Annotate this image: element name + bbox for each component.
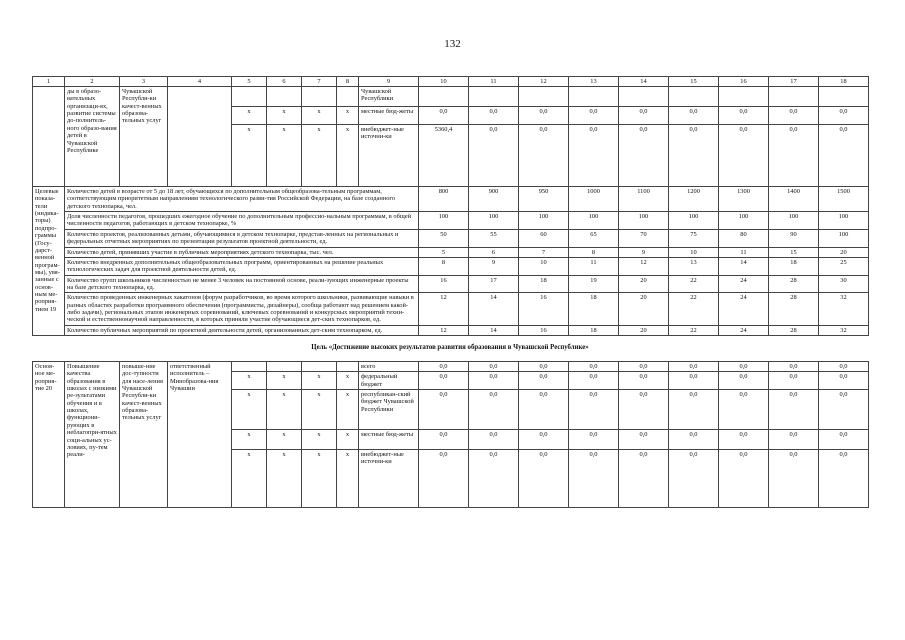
value-cell: 0,0 [719, 361, 769, 371]
indicator-value: 950 [519, 187, 569, 212]
funding-source: внебюджет-ные источни-ки [359, 125, 419, 187]
indicator-value: 6 [469, 247, 519, 257]
value-cell: 0,0 [819, 361, 869, 371]
page-number: 132 [444, 38, 461, 50]
column-number: 12 [519, 77, 569, 87]
value-cell: 0,0 [669, 390, 719, 430]
value-cell: 0,0 [769, 125, 819, 187]
indicator-text: Количество внедренных дополнительных общеобразовательных программ, ориентированных на решение реальных технологических задач для проектной деятельности детей, ед. [65, 257, 419, 275]
indicator-value: 75 [669, 229, 719, 247]
mark-cell: x [267, 372, 302, 390]
value-cell: 0,0 [669, 107, 719, 125]
mark-cell: x [267, 430, 302, 450]
mark-cell [267, 87, 302, 107]
indicator-value: 22 [669, 325, 719, 335]
indicator-value: 900 [469, 187, 519, 212]
indicator-text: Количество детей в возрасте от 5 до 18 лет, обучающихся по дополнительным общеобразова-тельным программам, соответствующим приоритетным направлениям технологического разви-тия Российской Федерации, на базе созданного детского технопарка, чел. [65, 187, 419, 212]
mark-cell: x [302, 390, 337, 430]
value-cell: 0,0 [469, 361, 519, 371]
value-cell: 0,0 [769, 450, 819, 508]
value-cell: 0,0 [669, 372, 719, 390]
value-cell: 0,0 [669, 361, 719, 371]
indicator-value: 32 [819, 325, 869, 335]
value-cell: 0,0 [719, 107, 769, 125]
mark-cell [337, 361, 359, 371]
value-cell: 0,0 [719, 390, 769, 430]
goal-title: Цель «Достижение высоких результатов развития образования в Чувашской Республике» [311, 344, 589, 352]
mark-cell: x [232, 107, 267, 125]
mark-cell: x [337, 430, 359, 450]
indicator-value: 100 [769, 212, 819, 230]
indicator-value: 32 [819, 293, 869, 325]
indicator-value: 12 [419, 325, 469, 335]
measure-goal-cell: повыше-ние дос-тупности для насе-ления Чувашской Республи-ки качест-венных образова-тельных услуг [120, 361, 168, 507]
indicator-value: 8 [419, 257, 469, 275]
column-number: 13 [569, 77, 619, 87]
indicator-value: 24 [719, 293, 769, 325]
value-cell: 0,0 [419, 372, 469, 390]
value-cell [719, 87, 769, 107]
value-cell: 0,0 [519, 450, 569, 508]
value-cell: 0,0 [519, 361, 569, 371]
indicator-row [33, 293, 869, 325]
value-cell: 0,0 [519, 430, 569, 450]
value-cell [819, 87, 869, 107]
indicator-row [33, 247, 869, 257]
indicator-value: 100 [619, 212, 669, 230]
indicator-value: 100 [819, 212, 869, 230]
indicator-value: 17 [469, 275, 519, 293]
column-number: 18 [819, 77, 869, 87]
indicator-value: 65 [569, 229, 619, 247]
indicator-value: 14 [469, 325, 519, 335]
value-cell: 0,0 [619, 107, 669, 125]
value-cell: 0,0 [619, 125, 669, 187]
value-cell: 0,0 [569, 430, 619, 450]
indicator-value: 24 [719, 275, 769, 293]
value-cell: 0,0 [469, 107, 519, 125]
indicator-row [33, 212, 869, 230]
funding-source: местные бюд-жеты [359, 430, 419, 450]
mark-cell: x [337, 125, 359, 187]
indicator-value: 20 [619, 275, 669, 293]
funding-source: Чувашской Республики [359, 87, 419, 107]
indicator-row [33, 257, 869, 275]
mark-cell [232, 87, 267, 107]
indicator-text: Количество проведенных инженерных хакатонов (форум разработчиков, во время которого школьники, развивающие навыки в разных областях разработки программного обеспечения (программисты, дизайнеры), сообща работают над решением какой-либо задачи), региональных этапов инженерных соревнований, ключевых соревнований и конкурсных мероприятий техни-ческой и естественнонаучной направленности, в которых приняли участие обучающиеся дет-ских технопарков, ед. [65, 293, 419, 325]
funding-source: всего [359, 361, 419, 371]
column-number: 14 [619, 77, 669, 87]
value-cell [669, 87, 719, 107]
value-cell: 0,0 [619, 372, 669, 390]
value-cell: 0,0 [719, 450, 769, 508]
indicator-row [33, 187, 869, 212]
executor-cell: ответственный исполнитель – Минобразова-ния Чувашии [168, 361, 232, 507]
funding-source: местные бюд-жеты [359, 107, 419, 125]
indicator-value: 60 [519, 229, 569, 247]
indicator-value: 20 [819, 247, 869, 257]
table-part-2 [32, 361, 869, 508]
value-cell: 0,0 [619, 390, 669, 430]
indicator-value: 24 [719, 325, 769, 335]
indicator-value: 90 [769, 229, 819, 247]
indicator-value: 100 [669, 212, 719, 230]
indicator-text: Количество детей, принявших участие в публичных мероприятиях детского технопарка, тыс. чел. [65, 247, 419, 257]
mark-cell: x [267, 125, 302, 187]
indicator-value: 1000 [569, 187, 619, 212]
value-cell: 0,0 [719, 430, 769, 450]
mark-cell: x [232, 125, 267, 187]
mark-cell: x [232, 372, 267, 390]
indicator-value: 80 [719, 229, 769, 247]
value-cell [769, 87, 819, 107]
indicator-text: Количество групп школьников численностью не менее 3 человек на постоянной основе, реали-зующих инженерные проекты на базе детского технопарка, ед. [65, 275, 419, 293]
indicator-value: 12 [419, 293, 469, 325]
measure-name-cell: ды в образо-вательных организаци-ях, развитие системы до-полнитель-ного образо-вания детей в Чувашской Республике [65, 87, 120, 187]
value-cell: 0,0 [819, 125, 869, 187]
value-cell: 0,0 [469, 125, 519, 187]
value-cell: 0,0 [469, 430, 519, 450]
value-cell: 0,0 [769, 372, 819, 390]
mark-cell: x [337, 372, 359, 390]
indicator-value: 1400 [769, 187, 819, 212]
indicator-value: 25 [819, 257, 869, 275]
indicator-value: 100 [819, 229, 869, 247]
mark-cell [302, 361, 337, 371]
value-cell: 0,0 [519, 372, 569, 390]
value-cell: 0,0 [569, 125, 619, 187]
indicator-value: 9 [619, 247, 669, 257]
mark-cell: x [337, 107, 359, 125]
column-number: 16 [719, 77, 769, 87]
indicator-value: 14 [469, 293, 519, 325]
indicator-value: 800 [419, 187, 469, 212]
column-number: 6 [267, 77, 302, 87]
measure-goal-cell: Чувашской Республи-ки качест-венных образова-тельных услуг [120, 87, 168, 187]
indicator-value: 100 [719, 212, 769, 230]
value-cell: 0,0 [419, 361, 469, 371]
column-number: 10 [419, 77, 469, 87]
indicator-text: Доля численности педагогов, прошедших ежегодное обучение по дополнительным профессио-нальным программам, в общей численности педагогов, работающих в детском технопарке, % [65, 212, 419, 230]
value-cell: 0,0 [769, 390, 819, 430]
column-number: 1 [33, 77, 65, 87]
mark-cell: x [302, 107, 337, 125]
indicator-value: 11 [569, 257, 619, 275]
value-cell: 0,0 [819, 450, 869, 508]
indicator-value: 1500 [819, 187, 869, 212]
mark-cell: x [302, 372, 337, 390]
value-cell: 0,0 [419, 450, 469, 508]
indicator-value: 55 [469, 229, 519, 247]
value-cell: 0,0 [719, 125, 769, 187]
indicator-value: 7 [519, 247, 569, 257]
indicator-value: 18 [519, 275, 569, 293]
column-number-row [33, 77, 869, 87]
indicator-row [33, 229, 869, 247]
value-cell: 0,0 [619, 450, 669, 508]
indicator-value: 5 [419, 247, 469, 257]
funding-source: федеральный бюджет [359, 372, 419, 390]
column-number: 2 [65, 77, 120, 87]
column-number: 15 [669, 77, 719, 87]
value-cell: 0,0 [619, 430, 669, 450]
column-number: 7 [302, 77, 337, 87]
value-cell: 0,0 [419, 430, 469, 450]
value-cell [519, 87, 569, 107]
mark-cell: x [302, 450, 337, 508]
mark-cell: x [232, 430, 267, 450]
value-cell: 0,0 [719, 372, 769, 390]
value-cell: 0,0 [769, 361, 819, 371]
column-number: 8 [337, 77, 359, 87]
indicator-value: 22 [669, 275, 719, 293]
indicator-value: 14 [719, 257, 769, 275]
value-cell: 0,0 [569, 361, 619, 371]
indicator-value: 10 [519, 257, 569, 275]
indicator-value: 70 [619, 229, 669, 247]
indicator-value: 18 [769, 257, 819, 275]
indicator-row [33, 325, 869, 335]
value-cell: 0,0 [669, 450, 719, 508]
indicator-value: 13 [669, 257, 719, 275]
funding-row [33, 87, 869, 107]
indicator-value: 18 [569, 325, 619, 335]
indicator-value: 100 [569, 212, 619, 230]
value-cell: 0,0 [619, 361, 669, 371]
mark-cell [302, 87, 337, 107]
column-number: 9 [359, 77, 419, 87]
indicator-value: 18 [569, 293, 619, 325]
indicator-value: 12 [619, 257, 669, 275]
column-number: 3 [120, 77, 168, 87]
indicator-value: 15 [769, 247, 819, 257]
indicator-value: 28 [769, 325, 819, 335]
indicator-value: 1200 [669, 187, 719, 212]
mark-cell [267, 361, 302, 371]
value-cell: 0,0 [519, 125, 569, 187]
mark-cell [337, 87, 359, 107]
value-cell: 0,0 [469, 390, 519, 430]
mark-cell: x [232, 390, 267, 430]
mark-cell: x [302, 430, 337, 450]
value-cell: 0,0 [769, 107, 819, 125]
column-number: 17 [769, 77, 819, 87]
measure-cell [33, 87, 65, 187]
column-number: 4 [168, 77, 232, 87]
value-cell [619, 87, 669, 107]
mark-cell: x [232, 450, 267, 508]
indicator-value: 16 [519, 293, 569, 325]
indicator-value: 20 [619, 293, 669, 325]
funding-source: внебюджет-ные источни-ки [359, 450, 419, 508]
value-cell: 0,0 [569, 390, 619, 430]
indicator-value: 100 [419, 212, 469, 230]
value-cell: 0,0 [669, 430, 719, 450]
executor-cell [168, 87, 232, 187]
indicator-value: 10 [669, 247, 719, 257]
funding-source: республикан-ский бюджет Чувашской Республики [359, 390, 419, 430]
indicator-value: 19 [569, 275, 619, 293]
value-cell: 0,0 [519, 107, 569, 125]
value-cell: 0,0 [569, 372, 619, 390]
indicator-value: 22 [669, 293, 719, 325]
funding-row [33, 361, 869, 371]
value-cell: 0,0 [769, 430, 819, 450]
value-cell: 0,0 [469, 450, 519, 508]
mark-cell: x [302, 125, 337, 187]
indicator-value: 100 [519, 212, 569, 230]
indicator-value: 16 [419, 275, 469, 293]
indicator-row [33, 275, 869, 293]
value-cell: 0,0 [669, 125, 719, 187]
measure-cell: Основ-ное ме-роприя-тие 20 [33, 361, 65, 507]
value-cell: 0,0 [819, 390, 869, 430]
indicator-value: 50 [419, 229, 469, 247]
indicator-value: 100 [469, 212, 519, 230]
mark-cell: x [337, 450, 359, 508]
indicators-label: Целевые показа-тели (индика-торы) подпро-граммы (Госу-дарст-венной програм-мы), увя-занные с основ-ным ме-роприя-тием 19 [33, 187, 65, 336]
mark-cell: x [267, 450, 302, 508]
indicator-value: 8 [569, 247, 619, 257]
mark-cell: x [337, 390, 359, 430]
column-number: 11 [469, 77, 519, 87]
indicator-value: 1300 [719, 187, 769, 212]
table-part-1 [32, 76, 869, 336]
indicator-value: 28 [769, 275, 819, 293]
value-cell: 0,0 [519, 390, 569, 430]
mark-cell: x [267, 390, 302, 430]
measure-name-cell: Повышение качества образования в школах с низкими ре-зультатами обучения и в школах, функциони-рующих в неблагопри-ятных соци-альных ус-ловиях, пу-тем реали- [65, 361, 120, 507]
indicator-value: 20 [619, 325, 669, 335]
value-cell: 0,0 [419, 390, 469, 430]
indicator-value: 1100 [619, 187, 669, 212]
indicator-value: 11 [719, 247, 769, 257]
value-cell: 0,0 [469, 372, 519, 390]
indicator-value: 9 [469, 257, 519, 275]
value-cell: 0,0 [819, 107, 869, 125]
value-cell: 5360,4 [419, 125, 469, 187]
value-cell [469, 87, 519, 107]
value-cell: 0,0 [819, 372, 869, 390]
indicator-text: Количество публичных мероприятий по проектной деятельности детей, организованных дет-ским технопарком, ед. [65, 325, 419, 335]
value-cell: 0,0 [569, 450, 619, 508]
mark-cell: x [267, 107, 302, 125]
value-cell: 0,0 [419, 107, 469, 125]
indicator-value: 28 [769, 293, 819, 325]
indicator-value: 30 [819, 275, 869, 293]
value-cell [569, 87, 619, 107]
indicator-text: Количество проектов, реализованных детьми, обучающимися в детском технопарке, представ-ленных на региональных и федеральных отчетных мероприятиях по презентации результатов проектной деятельности, ед. [65, 229, 419, 247]
indicator-value: 16 [519, 325, 569, 335]
document-body [32, 76, 868, 508]
column-number: 5 [232, 77, 267, 87]
mark-cell [232, 361, 267, 371]
value-cell: 0,0 [569, 107, 619, 125]
value-cell [419, 87, 469, 107]
value-cell: 0,0 [819, 430, 869, 450]
